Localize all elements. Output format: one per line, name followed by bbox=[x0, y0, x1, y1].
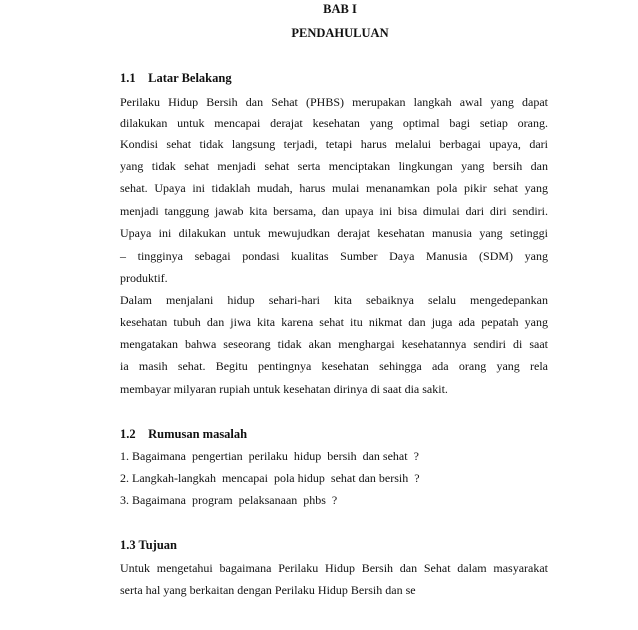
paragraph-line: Kondisi sehat tidak langsung terjadi, tetapi harus melalui berbagai upaya, dari bbox=[120, 137, 548, 151]
section-heading-latar-belakang: 1.1 Latar Belakang bbox=[120, 71, 232, 85]
list-item: 2. Langkah-langkah mencapai pola hidup sehat dan bersih ? bbox=[120, 471, 420, 485]
chapter-number: BAB I bbox=[323, 2, 357, 16]
paragraph-line: dilakukan untuk mencapai derajat kesehatan yang optimal bagi setiap orang. bbox=[120, 116, 548, 130]
paragraph-line: serta hal yang berkaitan dengan Perilaku Hidup Bersih dan se bbox=[120, 583, 416, 597]
paragraph-line: sehat. Upaya ini tidaklah mudah, harus mulai menanamkan pola pikir sehat yang bbox=[120, 181, 548, 195]
paragraph-line: mengatakan bahwa seseorang tidak akan menghargai kesehatannya sendiri di saat bbox=[120, 337, 548, 351]
section-heading-tujuan: 1.3 Tujuan bbox=[120, 538, 177, 552]
paragraph-line: yang tidak sehat menjadi sehat serta menciptakan lingkungan yang bersih dan bbox=[120, 159, 548, 173]
paragraph-line: membayar milyaran rupiah untuk kesehatan dirinya di saat dia sakit. bbox=[120, 382, 448, 396]
paragraph-line: menjadi tanggung jawab kita bersama, dan upaya ini bisa dimulai dari diri sendiri. bbox=[120, 204, 548, 218]
paragraph-line: Perilaku Hidup Bersih dan Sehat (PHBS) merupakan langkah awal yang dapat bbox=[120, 95, 548, 109]
paragraph-line: produktif. bbox=[120, 271, 168, 285]
list-item: 1. Bagaimana pengertian perilaku hidup bersih dan sehat ? bbox=[120, 449, 419, 463]
section-heading-rumusan-masalah: 1.2 Rumusan masalah bbox=[120, 427, 248, 441]
paragraph-line: Upaya ini dilakukan untuk mewujudkan derajat kesehatan manusia yang setinggi bbox=[120, 226, 548, 240]
paragraph-line: Untuk mengetahui bagaimana Perilaku Hidup Bersih dan Sehat dalam masyarakat bbox=[120, 561, 548, 575]
paragraph-line: kesehatan tubuh dan jiwa kita karena sehat itu nikmat dan juga ada pepatah yang bbox=[120, 315, 548, 329]
list-item: 3. Bagaimana program pelaksanaan phbs ? bbox=[120, 493, 338, 507]
paragraph-line: Dalam menjalani hidup sehari-hari kita sebaiknya selalu mengedepankan bbox=[120, 293, 548, 307]
paragraph-line: ia masih sehat. Begitu pentingnya kesehatan sehingga ada orang yang rela bbox=[120, 359, 548, 373]
chapter-title: PENDAHULUAN bbox=[291, 26, 389, 40]
paragraph-line: – tingginya sebagai pondasi kualitas Sumber Daya Manusia (SDM) yang bbox=[120, 249, 548, 263]
